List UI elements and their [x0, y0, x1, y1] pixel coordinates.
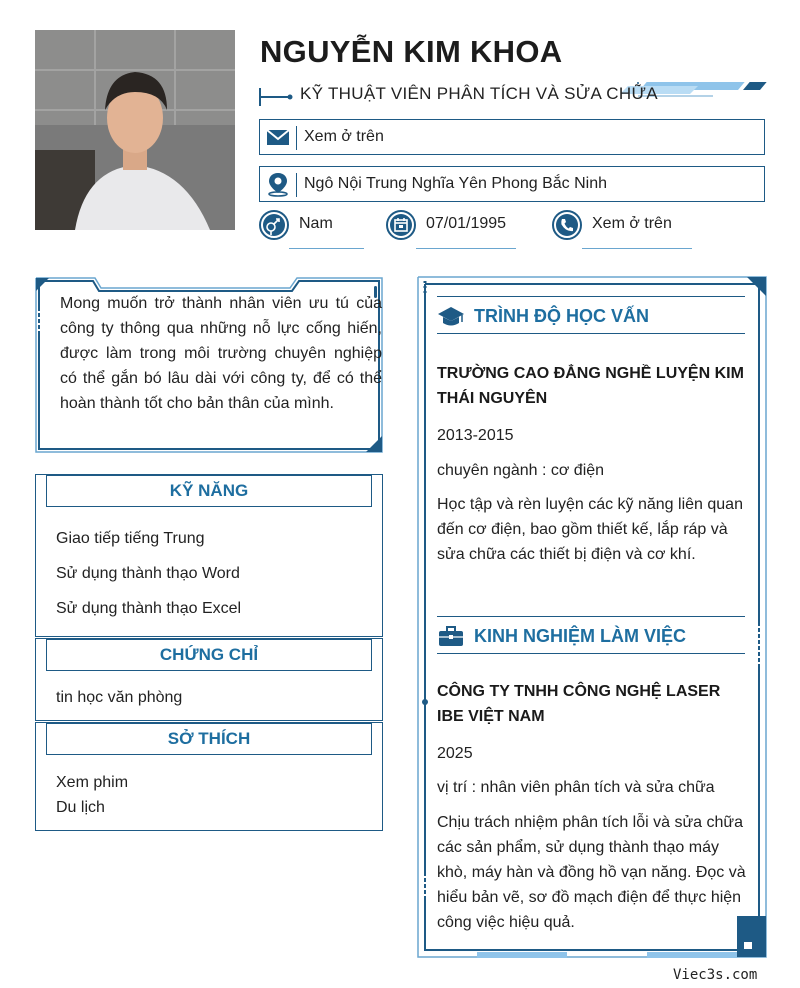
- experience-description: Chịu trách nhiệm phân tích lỗi và sửa chữa các sản phẩm, sử dụng thành thạo máy khò, máy hàn và đồng hồ vạn năng. Đọc và hiểu bản vẽ, sơ đồ mạch điện để thực hiện công việc hiệu quả.: [437, 814, 746, 931]
- calendar-icon: [386, 210, 416, 240]
- skill-item: Giao tiếp tiếng Trung: [56, 530, 205, 547]
- hobbies-section: [35, 722, 383, 831]
- hobby-item: Du lịch: [56, 799, 105, 816]
- map-pin-icon: [264, 171, 292, 197]
- footer-brand: Viec3s.com: [673, 967, 758, 983]
- experience-company: CÔNG TY TNHH CÔNG NGHỆ LASER IBE VIỆT NAM: [437, 683, 721, 725]
- education-school: TRƯỜNG CAO ĐẲNG NGHỀ LUYỆN KIM THÁI NGUYÊN: [437, 365, 744, 407]
- objective-text: Mong muốn trở thành nhân viên ưu tú của công ty thông qua những nỗ lực cống hiến, được làm trong môi trường chuyên nghiệp có thể gắn bó lâu dài với công ty, để có thể hoàn thành tốt cho bản thân của mình.: [60, 295, 382, 412]
- divider: [296, 126, 297, 150]
- graduation-cap-icon: [437, 304, 465, 328]
- certificates-heading: CHỨNG CHỈ: [46, 639, 372, 671]
- hobbies-heading: SỞ THÍCH: [46, 723, 372, 755]
- skills-section: [35, 474, 383, 637]
- experience-year: 2025: [437, 745, 473, 762]
- address-field: [259, 166, 765, 202]
- education-heading: [437, 296, 745, 334]
- underline: [416, 248, 516, 249]
- job-title: KỸ THUẬT VIÊN PHÂN TÍCH VÀ SỬA CHỮA: [300, 84, 658, 103]
- career-objective: [35, 276, 383, 454]
- underline: [582, 248, 692, 249]
- experience-heading: [437, 616, 745, 654]
- skill-item: Sử dụng thành thạo Excel: [56, 600, 242, 617]
- education-major: chuyên ngành : cơ điện: [437, 462, 605, 479]
- hobby-item: Xem phim: [56, 774, 129, 791]
- email-field: [259, 119, 765, 155]
- underline: [289, 248, 364, 249]
- job-title-row: [258, 82, 768, 110]
- candidate-name: NGUYỄN KIM KHOA: [260, 34, 563, 69]
- briefcase-icon: [437, 624, 465, 648]
- experience-title: KINH NGHIỆM LÀM VIỆC: [474, 626, 687, 646]
- divider: [296, 173, 297, 197]
- gender-value: Nam: [299, 215, 333, 232]
- phone-value: Xem ở trên: [592, 215, 672, 232]
- experience-role: vị trí : nhân viên phân tích và sửa chữa: [437, 779, 715, 796]
- certificate-item: tin học văn phòng: [56, 689, 183, 706]
- education-title: TRÌNH ĐỘ HỌC VẤN: [474, 306, 649, 326]
- phone-icon: [552, 210, 582, 240]
- certificates-section: [35, 638, 383, 721]
- envelope-icon: [264, 124, 292, 150]
- skill-item: Sử dụng thành thạo Word: [56, 565, 240, 582]
- gender-field: [259, 208, 364, 252]
- profile-photo: [35, 30, 235, 230]
- birthday-field: [386, 208, 516, 252]
- skills-heading: KỸ NĂNG: [46, 475, 372, 507]
- education-description: Học tập và rèn luyện các kỹ năng liên quan đến cơ điện, bao gồm thiết kế, lắp ráp và sửa chữa các thiết bị điện và cơ khí.: [437, 496, 743, 563]
- address-value: Ngô Nội Trung Nghĩa Yên Phong Bắc Ninh: [304, 175, 608, 192]
- education-period: 2013-2015: [437, 427, 514, 444]
- right-panel: [417, 276, 767, 958]
- email-value: Xem ở trên: [304, 128, 384, 145]
- phone-field: [552, 208, 692, 252]
- gender-icon: [259, 210, 289, 240]
- birthday-value: 07/01/1995: [426, 215, 507, 232]
